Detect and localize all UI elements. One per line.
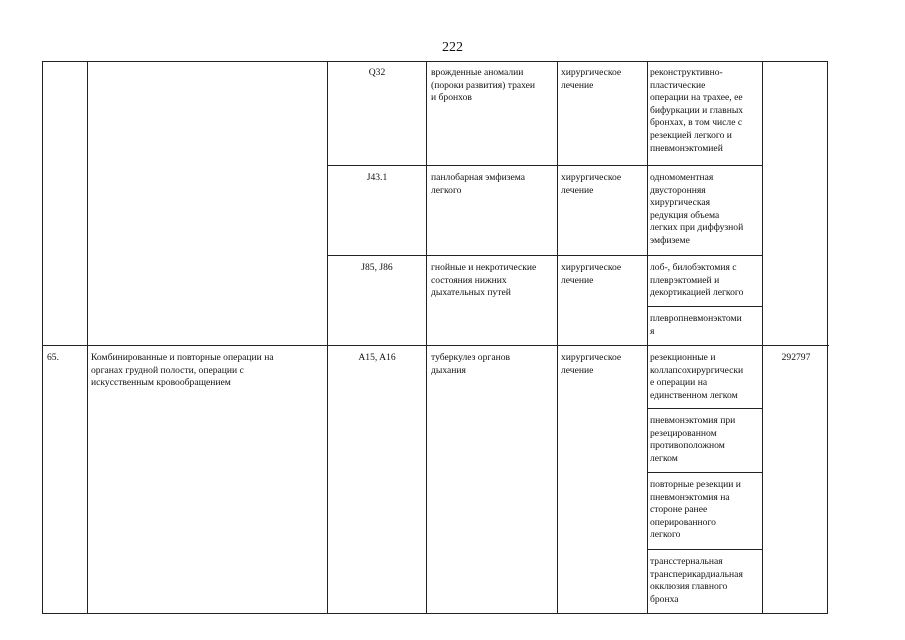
diagnosis-code-cell: A15, A16 bbox=[358, 352, 396, 363]
patient-model-cell: туберкулез органов дыхания bbox=[431, 352, 511, 376]
row-divider bbox=[647, 549, 762, 550]
row-divider bbox=[327, 165, 762, 166]
column-divider bbox=[87, 62, 88, 613]
price-cell: 292797 bbox=[781, 352, 811, 363]
treatment-method-cell: трансстернальная трансперикардиальная окклюзия главного бронха bbox=[650, 556, 743, 605]
treatment-method-cell: лоб-, билобэктомия с плеврэктомией и декортикацией легкого bbox=[650, 262, 744, 299]
row-divider bbox=[647, 472, 762, 473]
diagnosis-code-cell: J85, J86 bbox=[361, 262, 393, 273]
diagnosis-code-cell: J43.1 bbox=[366, 172, 388, 183]
patient-model-cell: панлобарная эмфизема легкого bbox=[431, 172, 526, 196]
page-number: 222 bbox=[442, 40, 463, 55]
treatment-method-cell: пневмонэктомия при резецированном противоположном легком bbox=[650, 415, 736, 464]
diagnosis-code-cell: Q32 bbox=[368, 67, 386, 78]
treatment-method-cell: резекционные и коллапсохирургически е операции на единственном легком bbox=[650, 352, 744, 401]
treatment-method-cell: одномоментная двусторонняя хирургическая редукция объема легких при диффузной эмфиземе bbox=[650, 172, 744, 246]
column-divider bbox=[426, 62, 427, 613]
row-number-cell: 65. bbox=[47, 352, 59, 363]
patient-model-cell: врожденные аномалии (пороки развития) трахеи и бронхов bbox=[431, 67, 536, 104]
treatment-type-cell: хирургическое лечение bbox=[561, 67, 622, 91]
treatment-method-cell: плевропневмонэктоми я bbox=[650, 313, 742, 337]
treatment-method-cell: реконструктивно- пластические операции на трахее, ее бифуркации и главных бронхах, в том числе с резекцией легкого и пневмонэктомией bbox=[650, 67, 744, 154]
column-divider bbox=[557, 62, 558, 613]
treatment-method-cell: повторные резекции и пневмонэктомия на стороне ранее оперированного легкого bbox=[650, 479, 741, 541]
medical-care-table bbox=[42, 61, 828, 614]
column-divider bbox=[647, 62, 648, 613]
treatment-type-cell: хирургическое лечение bbox=[561, 172, 622, 196]
treatment-type-cell: хирургическое лечение bbox=[561, 352, 622, 376]
column-divider bbox=[762, 62, 763, 613]
patient-model-cell: гнойные и некротические состояния нижних дыхательных путей bbox=[431, 262, 537, 299]
row-divider bbox=[327, 255, 762, 256]
column-divider bbox=[327, 62, 328, 613]
row-divider bbox=[43, 345, 829, 346]
row-divider bbox=[647, 306, 762, 307]
care-type-name-cell: Комбинированные и повторные операции на органах грудной полости, операции с искусственным кровообращением bbox=[91, 352, 274, 389]
row-divider bbox=[647, 408, 762, 409]
treatment-type-cell: хирургическое лечение bbox=[561, 262, 622, 286]
